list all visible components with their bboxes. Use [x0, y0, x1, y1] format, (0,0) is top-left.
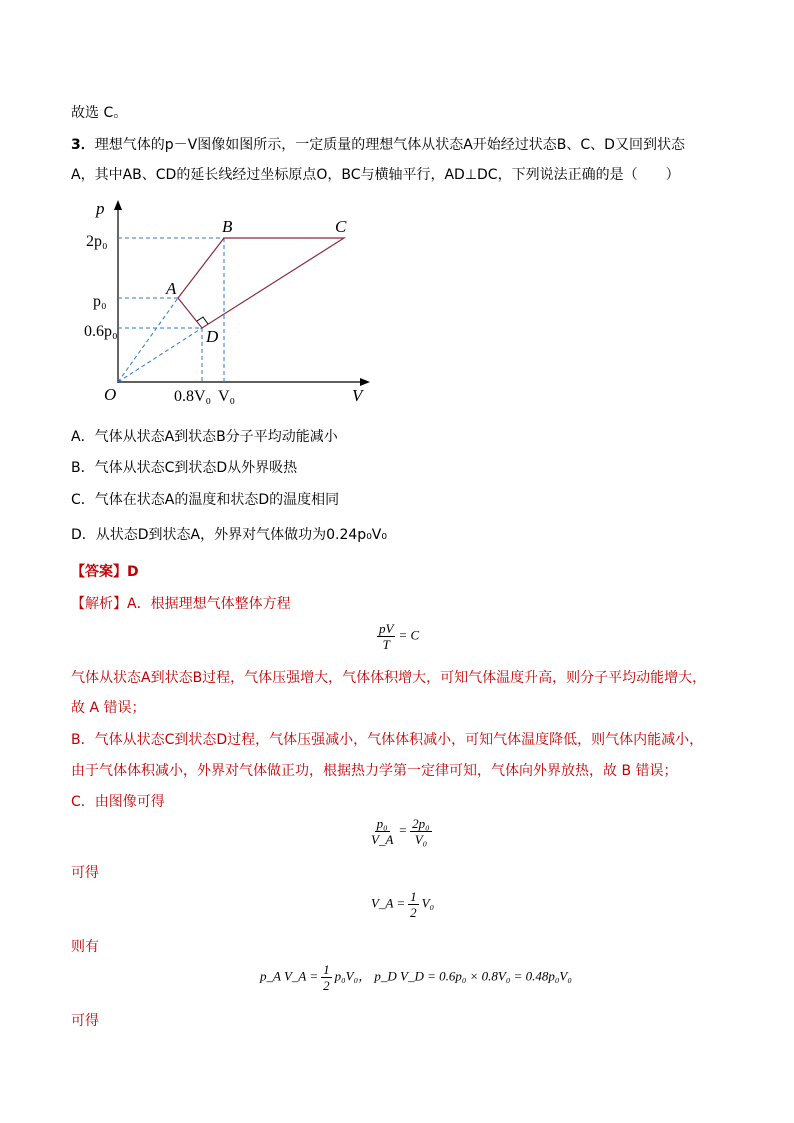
eq2-left-numerator: p₀	[376, 816, 388, 831]
axis-label-v: V	[352, 386, 363, 405]
kede-1-text: 可得	[71, 865, 99, 881]
analysis-a-line1	[71, 667, 706, 687]
prev-answer-text: 故选 C。	[71, 105, 128, 121]
tick-2p0: 2p₀	[86, 233, 108, 250]
analysis-a-line2	[71, 697, 145, 717]
tick-v0: V₀	[218, 388, 236, 405]
kede-1	[71, 862, 99, 882]
guide-od	[118, 328, 202, 382]
equation-pa-ratio: $\frac{\text{p₀}}{V\_A}$ = $\frac{\text{2p₀}}{\text{V₀}}$	[371, 816, 430, 847]
eq4-mid: p₀V₀，	[334, 968, 372, 984]
analysis-b-line2-text: 由于气体体积减小，外界对气体做正功，根据热力学第一定律可知，气体向外界放热，故 B 错误；	[71, 763, 678, 779]
kede-2	[71, 1010, 99, 1030]
eq3-denominator: 2	[410, 905, 417, 920]
eq3-lhs: V_A =	[371, 895, 406, 911]
kede-2-text: 可得	[71, 1013, 99, 1029]
equation-va	[371, 889, 434, 920]
answer	[71, 561, 139, 581]
analysis-b-line1	[71, 729, 703, 749]
question-number: 3．	[71, 137, 95, 153]
axis-label-p: p	[96, 199, 105, 218]
option-d-text: D．从状态D到状态A，外界对气体做功为0.24p₀V₀	[71, 527, 387, 543]
eq2-right-numerator: 2p₀	[412, 816, 430, 831]
question-line1-text: 理想气体的p－V图像如图所示，一定质量的理想气体从状态A开始经过状态B、C、D又回到状态	[94, 137, 685, 153]
zeyou	[71, 936, 99, 956]
p-axis-arrow	[114, 200, 122, 210]
eq3-numerator: 1	[410, 889, 417, 904]
point-label-c: C	[335, 217, 347, 236]
point-label-a: A	[166, 279, 177, 298]
tick-06p0: 0.6p₀	[84, 323, 118, 340]
eq4-lhs: p_A V_A =	[260, 968, 319, 984]
origin-label: O	[104, 385, 117, 404]
analysis-b-line2	[71, 760, 678, 780]
guide-oa	[118, 298, 178, 382]
question-line2-text: A，其中AB、CD的延长线经过坐标原点O，BC与横轴平行，AD⊥DC，下列说法正确的是（ ）	[71, 167, 680, 183]
option-a-text: A．气体从状态A到状态B分子平均动能减小	[71, 429, 338, 445]
eq4-numerator: 1	[323, 962, 330, 977]
point-label-b: B	[222, 217, 233, 236]
option-b	[71, 457, 297, 477]
tick-08v0: 0.8V₀	[174, 388, 212, 405]
eq3-rhs: V₀	[421, 895, 435, 911]
eq1-rhs: = C	[398, 627, 420, 643]
eq1-numerator: pV	[379, 621, 394, 636]
analysis-a-line2-text: 故 A 错误；	[71, 700, 146, 716]
process-path	[178, 238, 344, 328]
analysis-intro	[71, 593, 291, 613]
eq4-rhs: p_D V_D = 0.6p₀ × 0.8V₀ = 0.48p₀V₀	[374, 968, 572, 984]
equation-ideal-gas	[374, 621, 419, 652]
analysis-c-intro	[71, 791, 165, 811]
equation-work	[260, 962, 572, 993]
zeyou-text: 则有	[71, 939, 99, 955]
answer-text: 【答案】D	[71, 564, 139, 580]
option-d	[71, 524, 387, 544]
analysis-b-line1-text: B．气体从状态C到状态D过程，气体压强减小，气体体积减小，可知气体温度降低，则气体内能减小，	[71, 732, 704, 748]
analysis-intro-text: 【解析】A．根据理想气体整体方程	[71, 596, 291, 612]
option-c	[71, 489, 339, 509]
eq2-left-denominator: V_A	[371, 832, 394, 847]
option-a	[71, 426, 338, 446]
point-label-d: D	[206, 327, 219, 346]
eq4-denominator: 2	[323, 978, 330, 993]
pv-diagram	[84, 196, 374, 411]
tick-p0: p₀	[93, 293, 107, 310]
option-b-text: B．气体从状态C到状态D从外界吸热	[71, 460, 298, 476]
analysis-a-line1-text: 气体从状态A到状态B过程，气体压强增大，气体体积增大，可知气体温度升高，则分子平均动能增大，	[71, 670, 707, 686]
v-axis-arrow	[360, 378, 370, 386]
question-line-1	[71, 134, 685, 154]
option-c-text: C．气体在状态A的温度和状态D的温度相同	[71, 492, 340, 508]
prev-answer	[71, 102, 127, 122]
eq1-denominator: T	[382, 637, 390, 652]
analysis-c-intro-text: C．由图像可得	[71, 794, 165, 810]
question-line-2	[71, 164, 680, 184]
eq2-right-denominator: V₀	[414, 832, 428, 847]
